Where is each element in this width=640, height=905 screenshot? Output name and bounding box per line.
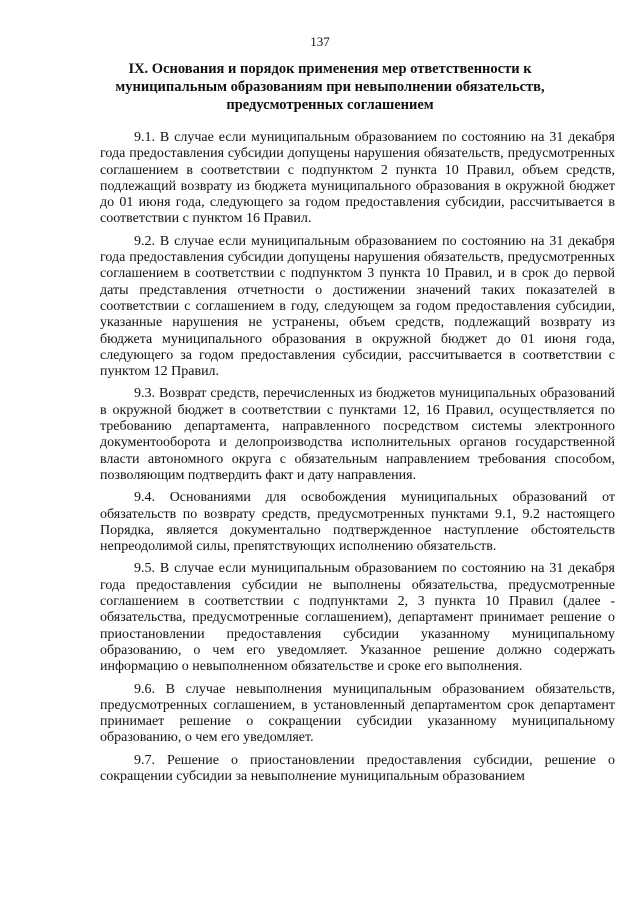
section-heading: IX. Основания и порядок применения мер ответственности к муниципальным образованиям при невыполнении обязательств, предусмотренных соглашением bbox=[115, 61, 545, 113]
document-body bbox=[100, 130, 615, 791]
paragraph-9-3: 9.3. Возврат средств, перечисленных из бюджетов муниципальных образований в окружной бюджет в соответствии с пунктами 12, 16 Правил, осуществляется по требованию департамента, направленного посредством системы электронного документооборота и делопроизводства исполнительных органов государственной власти автономного округа с обязательным направлением требования способом, позволяющим подтвердить факт и дату направления. bbox=[100, 386, 615, 483]
paragraph-9-1: 9.1. В случае если муниципальным образованием по состоянию на 31 декабря года предоставления субсидии допущены нарушения обязательств, предусмотренных соглашением в соответствии с подпунктом 2 пункта 10 Правил, объем средств, подлежащий возврату из бюджета муниципального образования в окружной бюджет до 01 июня года, следующего за годом предоставления субсидии, рассчитывается в соответствии с пунктом 16 Правил. bbox=[100, 130, 615, 227]
paragraph-9-5: 9.5. В случае если муниципальным образованием по состоянию на 31 декабря года предоставления субсидии не выполнены обязательства, предусмотренные соглашением в соответствии с подпунктами 2, 3 пункта 10 Правил (далее - обязательства, предусмотренные соглашением), департамент принимает решение о приостановлении предоставления субсидии указанному муниципальному образованию, о чем его уведомляет. Указанное решение должно содержать информацию о невыполненном обязательстве и сроке его выполнения. bbox=[100, 561, 615, 675]
paragraph-9-6: 9.6. В случае невыполнения муниципальным образованием обязательств, предусмотренных соглашением, в установленный департаментом срок департамент принимает решение о сокращении субсидии указанному муниципальному образованию, о чем его уведомляет. bbox=[100, 681, 615, 746]
page-number: 137 bbox=[310, 34, 330, 49]
paragraph-9-7: 9.7. Решение о приостановлении предоставления субсидии, решение о сокращении субсидии за невыполнение муниципальным образованием bbox=[100, 752, 615, 784]
paragraph-9-4: 9.4. Основаниями для освобождения муниципальных образований от обязательств по возврату средств, предусмотренных пунктами 9.1, 9.2 настоящего Порядка, является документально подтвержденное наступление обстоятельств непреодолимой силы, препятствующих исполнению обязательств. bbox=[100, 490, 615, 555]
paragraph-9-2: 9.2. В случае если муниципальным образованием по состоянию на 31 декабря года предоставления субсидии допущены нарушения обязательств, предусмотренных соглашением в соответствии с подпунктом 3 пункта 10 Правил, и в срок до первой даты представления отчетности о достижении значений таких показателей в соответствии с соглашением в году, следующем за годом предоставления субсидии, указанные нарушения не устранены, объем средств, подлежащий возврату из бюджета муниципального образования в окружной бюджет до 01 июня года, следующего за годом предоставления субсидии, рассчитывается в соответствии с пунктом 12 Правил. bbox=[100, 233, 615, 380]
